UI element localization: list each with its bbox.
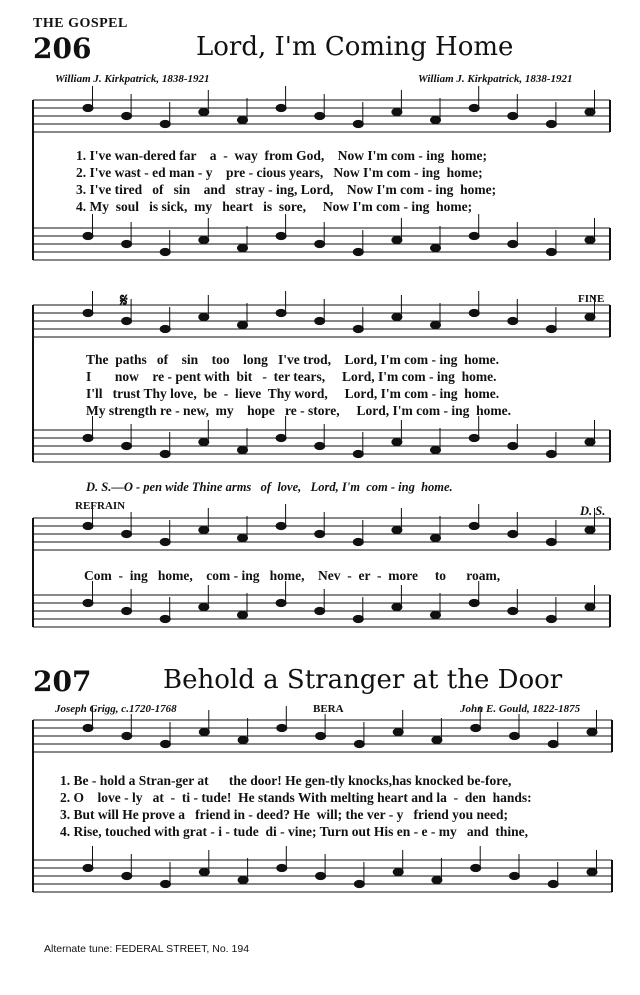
staff-3-bass-notehead	[508, 607, 518, 614]
staff-1-bass-notehead	[585, 236, 595, 243]
staff-2-bass-notehead	[546, 450, 556, 457]
staff-3-treble-notehead	[83, 522, 93, 529]
staff-1-treble-notehead	[392, 108, 402, 115]
staff-2-treble-notehead	[353, 325, 363, 332]
staff-3-bass-notehead	[469, 599, 479, 606]
staff-2-bass-notehead	[276, 434, 286, 441]
staff-4-bass-notehead	[548, 880, 558, 887]
staff-2-treble-notehead	[199, 313, 209, 320]
staff-1-treble-notehead	[315, 112, 325, 119]
staff-3-treble-notehead	[238, 534, 248, 541]
hymn-206-verse-1-line-2: The paths of sin too long I've trod, Lord, I'm com - ing home.	[86, 352, 500, 367]
hymn-206-verse-3-line-2: I'll trust Thy love, be - lieve Thy word, Lord, I'm com - ing home.	[86, 386, 500, 401]
staff-1-bass-notehead	[160, 248, 170, 255]
staff-3-treble-notehead	[122, 530, 132, 537]
staff-4-treble-notehead	[510, 732, 520, 739]
staff-2-treble-notehead	[546, 325, 556, 332]
staff-4-treble-notehead	[432, 736, 442, 743]
staff-4-bass-notehead	[510, 872, 520, 879]
hymn-206-verse-2-line-1: 2. I've wast - ed man - y pre - cious years, Now I'm com - ing home;	[76, 165, 483, 180]
staff-4-treble-notehead	[471, 724, 481, 731]
ds-marker: D. S.	[580, 504, 606, 518]
staff-4-treble-notehead	[83, 724, 93, 731]
staff-4-treble-notehead	[354, 740, 364, 747]
staff-1-treble-notehead	[199, 108, 209, 115]
hymn-206-number: 206	[33, 32, 92, 65]
staff-3-bass-notehead	[546, 615, 556, 622]
staff-2-treble-notehead	[431, 321, 441, 328]
staff-2-treble-notehead	[276, 309, 286, 316]
staff-1-treble-notehead	[122, 112, 132, 119]
staff-1-treble-notehead	[276, 104, 286, 111]
staff-3-bass-notehead	[431, 611, 441, 618]
staff-4-treble-notehead	[238, 736, 248, 743]
staff-4-treble-notehead	[316, 732, 326, 739]
staff-4-bass-notehead	[432, 876, 442, 883]
hymn-207-words-credit: Joseph Grigg, c.1720-1768	[55, 703, 177, 715]
segno-icon: 𝄋	[120, 290, 128, 311]
hymn-206-music-credit: William J. Kirkpatrick, 1838-1921	[418, 73, 573, 85]
hymn-206-verse-2-line-2: I now re - pent with bit - ter tears, Lord, I'm com - ing home.	[86, 369, 497, 384]
staff-3-bass-notehead	[122, 607, 132, 614]
staff-2-bass-notehead	[238, 446, 248, 453]
staff-2-treble-notehead	[585, 313, 595, 320]
hymn-207-tune-name: BERA	[313, 703, 344, 715]
hymn-207-number: 207	[33, 665, 92, 698]
staff-2-bass-notehead	[508, 442, 518, 449]
staff-2-treble-notehead	[392, 313, 402, 320]
staff-1-bass-notehead	[469, 232, 479, 239]
staff-2-bass-notehead	[199, 438, 209, 445]
staff-4-bass-notehead	[277, 864, 287, 871]
staff-1-bass-notehead	[199, 236, 209, 243]
hymn-207-title: Behold a Stranger at the Door	[163, 665, 563, 695]
staff-3-treble-notehead	[469, 522, 479, 529]
staff-1-bass-notehead	[508, 240, 518, 247]
staff-1-treble-notehead	[160, 120, 170, 127]
staff-3-treble-notehead	[585, 526, 595, 533]
staff-1-bass-notehead	[431, 244, 441, 251]
staff-3-bass-notehead	[160, 615, 170, 622]
staff-4-bass-notehead	[316, 872, 326, 879]
staff-1-bass-notehead	[353, 248, 363, 255]
staff-2-bass-notehead	[353, 450, 363, 457]
staff-3-bass-notehead	[83, 599, 93, 606]
hymn-207-music-credit: John E. Gould, 1822-1875	[460, 703, 581, 715]
staff-1-treble-notehead	[546, 120, 556, 127]
staff-1-treble-notehead	[469, 104, 479, 111]
hymn-206-title: Lord, I'm Coming Home	[196, 32, 514, 62]
staff-2-bass-notehead	[585, 438, 595, 445]
staff-3-treble-notehead	[315, 530, 325, 537]
staff-3-bass-notehead	[315, 607, 325, 614]
staff-1-bass-notehead	[83, 232, 93, 239]
staff-3-treble-notehead	[353, 538, 363, 545]
staff-4-treble-notehead	[199, 728, 209, 735]
staff-1-bass-notehead	[392, 236, 402, 243]
staff-2-treble-notehead	[160, 325, 170, 332]
hymn-206-verse-1-line-1: 1. I've wan-dered far a - way from God, Now I'm com - ing home;	[76, 148, 487, 163]
staff-3-treble-notehead	[160, 538, 170, 545]
staff-4-treble-notehead	[122, 732, 132, 739]
staff-4-treble-notehead	[277, 724, 287, 731]
staff-2-bass-notehead	[315, 442, 325, 449]
staff-1-treble-notehead	[431, 116, 441, 123]
staff-1-bass-notehead	[276, 232, 286, 239]
staff-3-treble-notehead	[431, 534, 441, 541]
staff-1-treble-notehead	[585, 108, 595, 115]
staff-4-bass-notehead	[199, 868, 209, 875]
staff-2-treble-notehead	[469, 309, 479, 316]
staff-3-bass-notehead	[392, 603, 402, 610]
hymn-206-words-credit: William J. Kirkpatrick, 1838-1921	[55, 73, 210, 85]
staff-3-treble-notehead	[546, 538, 556, 545]
staff-3-bass-notehead	[276, 599, 286, 606]
hymn-207-verse-3: 3. But will He prove a friend in - deed? He will; the ver - y friend you need;	[60, 807, 508, 822]
staff-4-bass-notehead	[122, 872, 132, 879]
staff-4-treble-notehead	[548, 740, 558, 747]
staff-2-treble-notehead	[508, 317, 518, 324]
staff-2-treble-notehead	[315, 317, 325, 324]
staff-2-treble-notehead	[122, 317, 132, 324]
refrain-label: REFRAIN	[75, 500, 126, 512]
staff-1-treble-notehead	[353, 120, 363, 127]
staff-2-treble-notehead	[83, 309, 93, 316]
staff-3-bass-notehead	[238, 611, 248, 618]
staff-1-bass-notehead	[122, 240, 132, 247]
hymn-206-verse-3-line-1: 3. I've tired of sin and stray - ing, Lord, Now I'm com - ing home;	[76, 182, 497, 197]
staff-4-bass-notehead	[587, 868, 597, 875]
alternate-tune-note: Alternate tune: FEDERAL STREET, No. 194	[44, 943, 250, 955]
staff-4-bass-notehead	[83, 864, 93, 871]
staff-3-treble-notehead	[392, 526, 402, 533]
staff-4-treble-notehead	[587, 728, 597, 735]
staff-3-treble-notehead	[276, 522, 286, 529]
fine-marker: FINE	[578, 293, 605, 305]
staff-1-treble-notehead	[238, 116, 248, 123]
hymn-206-verse-4-line-2: My strength re - new, my hope re - store, Lord, I'm com - ing home.	[86, 403, 511, 418]
staff-2-bass-notehead	[160, 450, 170, 457]
section-label: THE GOSPEL	[33, 16, 128, 31]
staff-2-treble-notehead	[238, 321, 248, 328]
staff-3-bass-notehead	[199, 603, 209, 610]
staff-4-bass-notehead	[238, 876, 248, 883]
hymn-207-verse-4: 4. Rise, touched with grat - i - tude di - vine; Turn out His en - e - my and thine,	[60, 824, 529, 839]
staff-3-bass-notehead	[585, 603, 595, 610]
staff-4-bass-notehead	[393, 868, 403, 875]
staff-3-treble-notehead	[199, 526, 209, 533]
refrain-lyrics: Com - ing home, com - ing home, Nev - er - more to roam,	[84, 568, 501, 583]
staff-4-bass-notehead	[471, 864, 481, 871]
staff-2-bass-notehead	[122, 442, 132, 449]
staff-1-treble-notehead	[508, 112, 518, 119]
staff-1-treble-notehead	[83, 104, 93, 111]
staff-2-bass-notehead	[431, 446, 441, 453]
staff-2-bass-notehead	[469, 434, 479, 441]
staff-4-bass-notehead	[354, 880, 364, 887]
staff-1-bass-notehead	[315, 240, 325, 247]
staff-2-bass-notehead	[83, 434, 93, 441]
staff-4-bass-notehead	[161, 880, 171, 887]
staff-3-bass-notehead	[353, 615, 363, 622]
staff-3-treble-notehead	[508, 530, 518, 537]
staff-4-treble-notehead	[393, 728, 403, 735]
staff-2-bass-notehead	[392, 438, 402, 445]
ds-instruction: D. S.—O - pen wide Thine arms of love, Lord, I'm com - ing home.	[86, 480, 453, 494]
staff-1-bass-notehead	[546, 248, 556, 255]
hymn-207-verse-2: 2. O love - ly at - ti - tude! He stands With melting heart and la - den hands:	[60, 790, 532, 805]
staff-4-treble-notehead	[161, 740, 171, 747]
staff-1-bass-notehead	[238, 244, 248, 251]
hymn-206-verse-4-line-1: 4. My soul is sick, my heart is sore, Now I'm com - ing home;	[76, 199, 473, 214]
hymn-207-verse-1: 1. Be - hold a Stran-ger at the door! He gen-tly knocks,has knocked be-fore,	[60, 773, 512, 788]
